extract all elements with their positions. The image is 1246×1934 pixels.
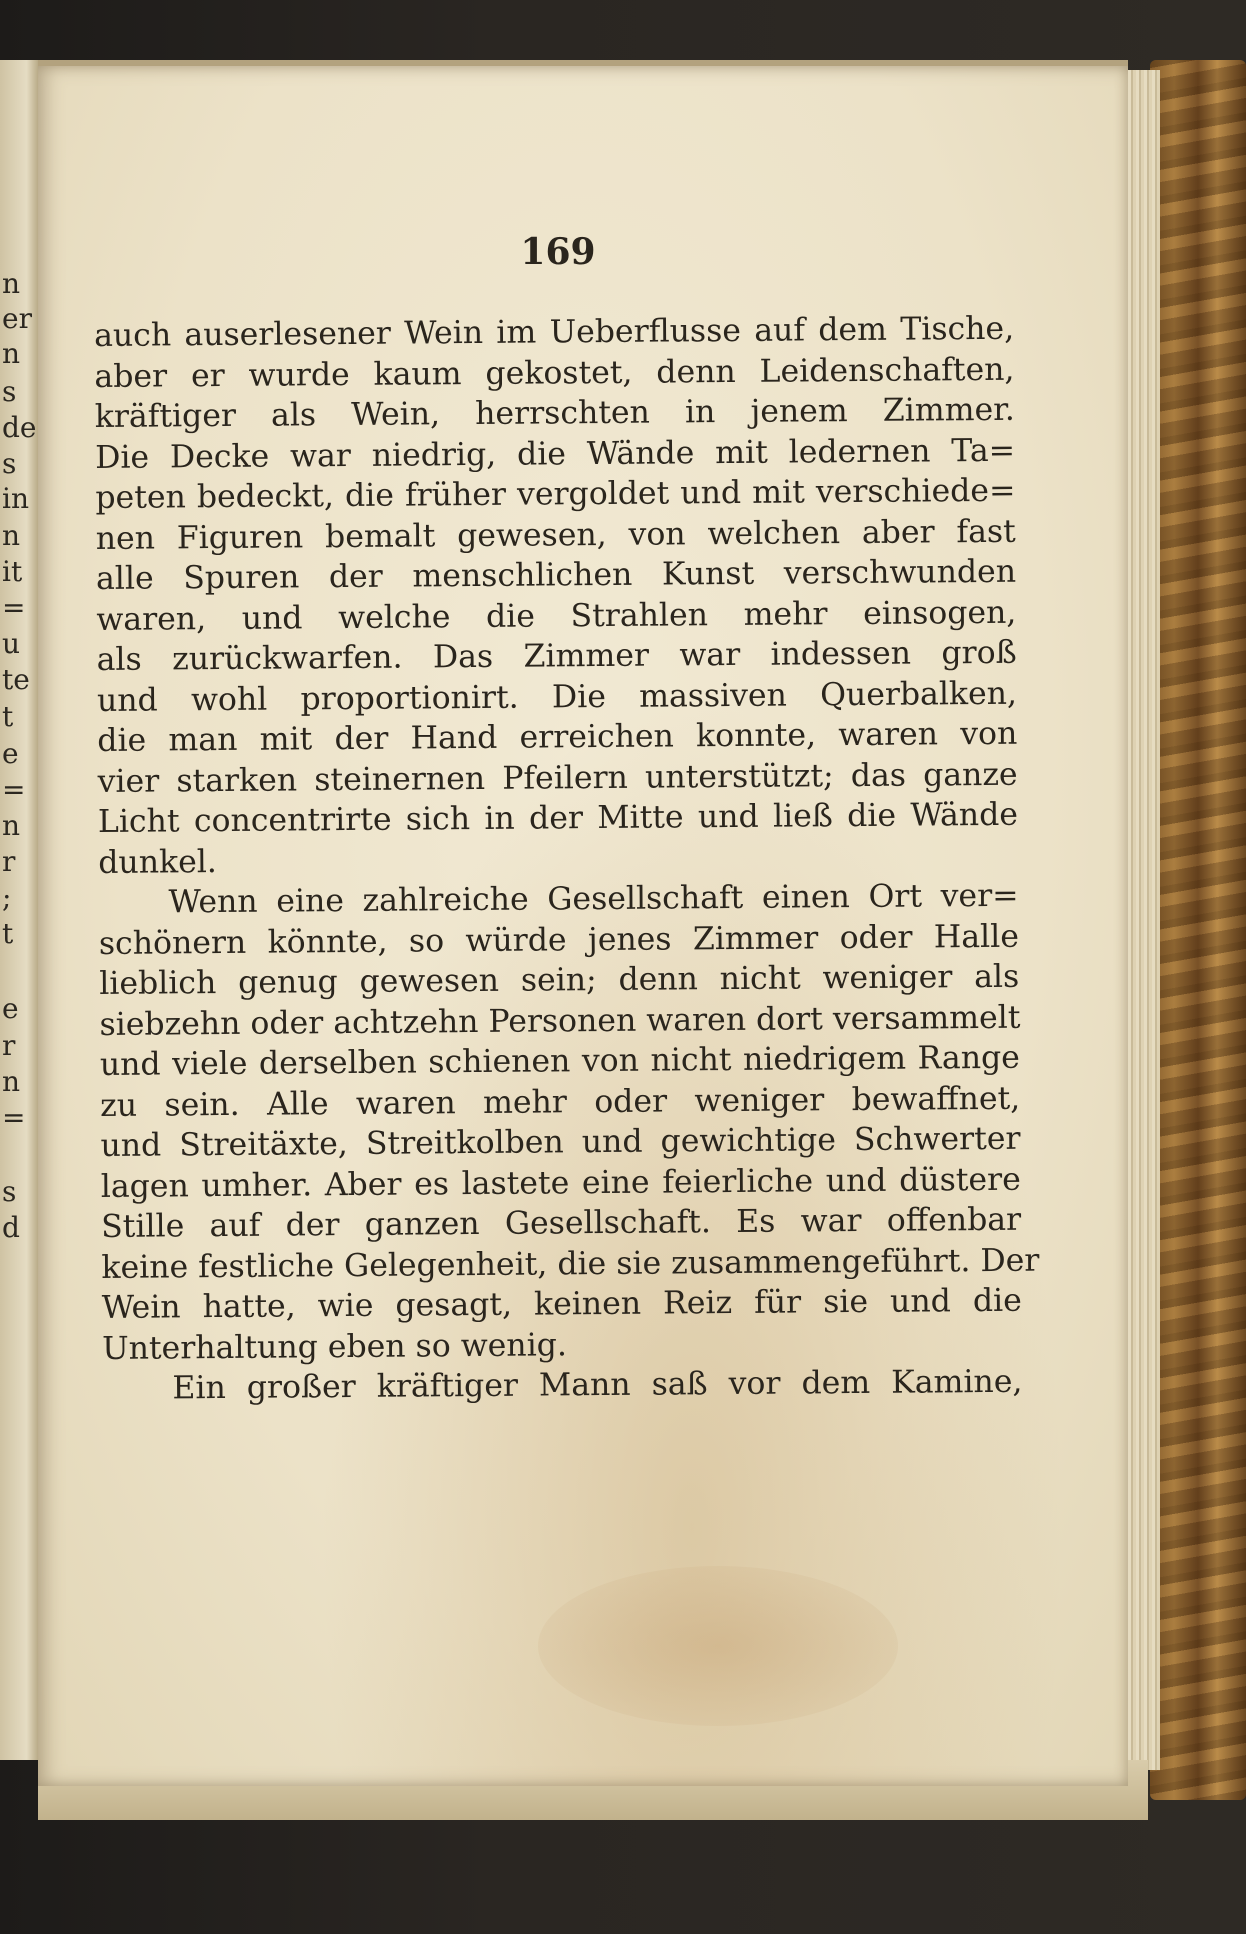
left-page-fragment: in [2, 482, 29, 515]
left-page-fragment: n [2, 337, 21, 370]
left-page-fragment: s [2, 1175, 17, 1208]
text-line: und Streitäxte, Streitkolben und gewichtige Schwerter [100, 1120, 1021, 1164]
left-page-fragment: t [2, 700, 14, 733]
text-line: lieblich genug gewesen sein; denn nicht weniger als [99, 958, 1020, 1002]
text-line: nen Figuren bemalt gewesen, von welchen aber fast [95, 513, 1016, 557]
left-page-fragment: it [2, 555, 23, 588]
left-page-fragment: e [2, 737, 19, 770]
left-page-fragment: de [2, 411, 37, 444]
left-page-fragment: n [2, 1065, 21, 1098]
text-line: Die Decke war niedrig, die Wände mit ledernen Ta= [94, 432, 1016, 476]
text-line: zu sein. Alle waren mehr oder weniger bewaffnet, [100, 1080, 1021, 1124]
text-line: und wohl proportionirt. Die massiven Querbalken, [96, 675, 1018, 719]
body-text [94, 309, 1040, 1410]
text-line: aber er wurde kaum gekostet, denn Leidenschaften, [94, 351, 1015, 395]
left-page-fragment: r [2, 1029, 16, 1062]
page-number: 169 [520, 231, 596, 273]
text-line: Licht concentrirte sich in der Mitte und ließ die Wände [97, 796, 1019, 840]
text-line: die man mit der Hand erreichen konnte, waren von [97, 715, 1018, 759]
left-facing-page [0, 60, 38, 1760]
book-page [38, 60, 1128, 1786]
text-line: auch auserlesener Wein im Ueberflusse auf dem Tische, [94, 310, 1015, 354]
text-line: kräftiger als Wein, herrschten in jenem Zimmer. [94, 391, 1015, 435]
text-line: siebzehn oder achtzehn Personen waren dort versammelt [99, 999, 1021, 1043]
text-line: keine festliche Gelegenheit, die sie zusammengeführt. Der [101, 1242, 1040, 1286]
text-line: peten bedeckt, die früher vergoldet und mit verschiede= [95, 472, 1016, 516]
left-page-fragment: = [2, 773, 26, 806]
left-page-fragment: s [2, 375, 17, 408]
left-page-fragment: = [2, 1101, 26, 1134]
left-page-fragment: r [2, 845, 16, 878]
text-line: lagen umher. Aber es lastete eine feierliche und düstere [100, 1161, 1021, 1205]
left-page-fragment: n [2, 519, 21, 552]
text-line: dunkel. [98, 843, 217, 881]
text-line: alle Spuren der menschlichen Kunst verschwunden [95, 553, 1017, 597]
text-line: als zurückwarfen. Das Zimmer war indessen groß [96, 634, 1017, 678]
text-line: Stille auf der ganzen Gesellschaft. Es war offenbar [101, 1201, 1022, 1245]
text-line: Ein großer kräftiger Mann saß vor dem Kamine, [172, 1363, 1023, 1407]
text-line: Unterhaltung eben so wenig. [101, 1326, 568, 1367]
left-page-fragment: n [2, 809, 21, 842]
text-line: Wein hatte, wie gesagt, keinen Reiz für sie und die [101, 1282, 1022, 1326]
left-page-fragment: n [2, 267, 21, 300]
text-line: und viele derselben schienen von nicht niedrigem Range [99, 1039, 1020, 1083]
left-page-fragment: e [2, 992, 19, 1025]
left-page-fragment: d [2, 1211, 20, 1244]
left-page-fragment: t [2, 917, 14, 950]
left-page-fragment: er [2, 302, 32, 335]
left-page-fragment: u [2, 627, 21, 660]
text-line: vier starken steinernen Pfeilern unterstützt; das ganze [97, 756, 1018, 800]
text-line: schönern könnte, so würde jenes Zimmer oder Halle [98, 918, 1020, 962]
book-cover-edge [1150, 60, 1246, 1800]
left-page-fragment: te [2, 663, 30, 696]
left-page-fragment: s [2, 447, 17, 480]
text-line: Wenn eine zahlreiche Gesellschaft einen Ort ver= [168, 877, 1019, 921]
paper-stain [538, 1566, 898, 1726]
text-line: waren, und welche die Strahlen mehr einsogen, [96, 594, 1017, 638]
left-page-fragment: = [2, 591, 26, 624]
left-page-fragment: ; [2, 881, 12, 914]
